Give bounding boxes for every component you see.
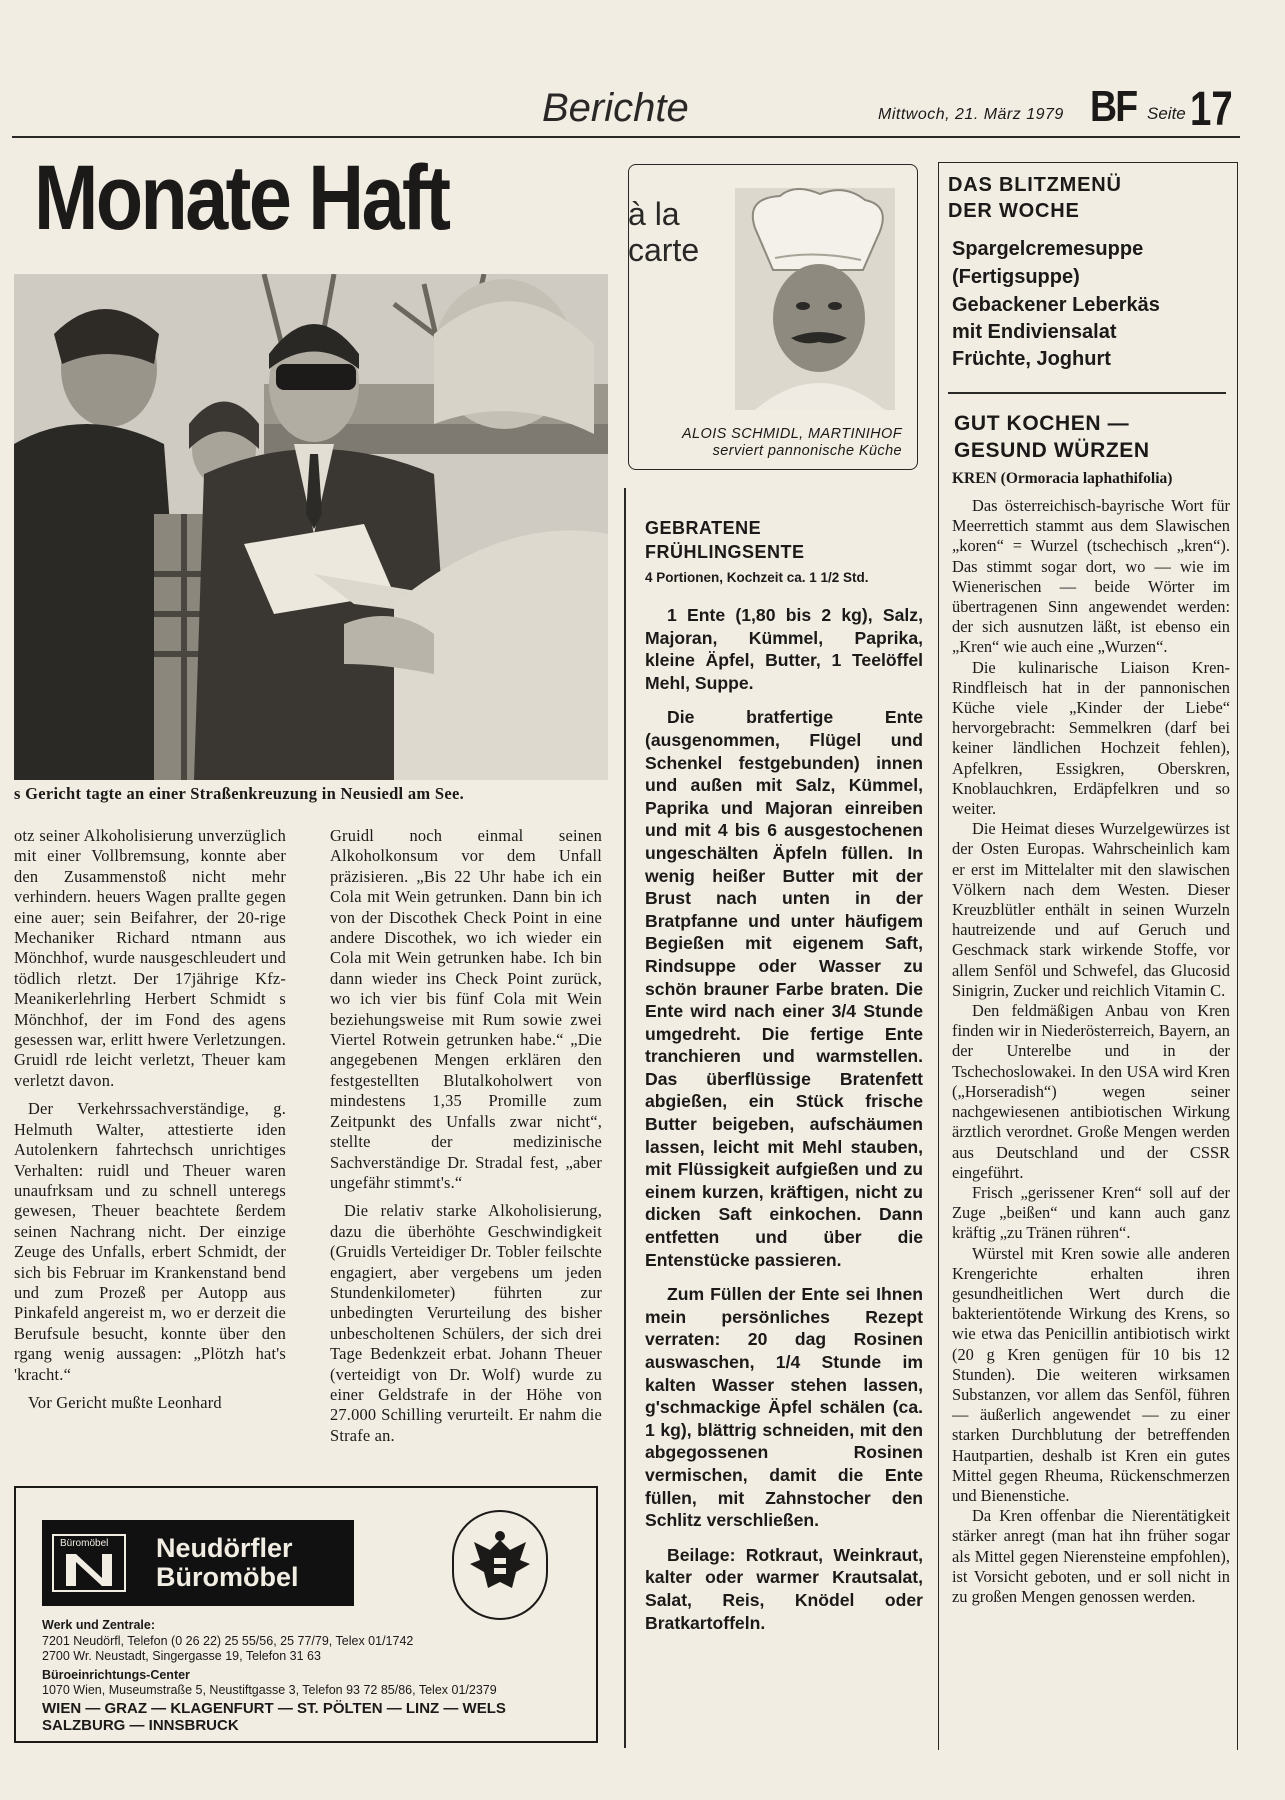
recipe-title [645, 516, 805, 564]
blitzmenu-item: Früchte, Joghurt [952, 348, 1111, 370]
blitzmenu-title-line: DER WOCHE [948, 200, 1080, 222]
article-paragraph: Vor Gericht mußte Leonhard [28, 1392, 222, 1412]
blitzmenu-item: mit Endiviensalat [952, 321, 1117, 343]
blitzmenu-item: (Fertigsuppe) [952, 266, 1080, 288]
blitzmenu-title-line: DAS BLITZMENÜ [948, 174, 1122, 196]
page-label: Seite [1147, 104, 1186, 123]
article-headline: Monate Haft [34, 147, 449, 249]
chef-caption [640, 426, 902, 460]
ad-logo-block [42, 1520, 354, 1606]
kochen-paragraph: Das österreichisch-bayrische Wort für Meerrettich stammt aus dem Slawischen „koren“ = Wurzel (tschechisch „kren“). Das stimmt sogar dort, wo — wie im Wienerischen — beide Wörter im übertragenen Sinn angewendet werden: der sich ausnutzen läßt, ist ebenso ein „Kren“ wie auch eine „Wurzen“. [952, 496, 1230, 657]
advertisement [14, 1486, 598, 1743]
chef-caption-line: ALOIS SCHMIDL, MARTINIHOF [681, 426, 902, 442]
recipe-title-line: GEBRATENE [645, 518, 762, 538]
article-paragraph: otz seiner Alkoholisierung unverzüglich mit einer Vollbremsung, konnte aber den Zusammenstoß nicht mehr verhindern. heuers Wagen prallte gegen eine auer; sein Beifahrer, der 20-rige Mechaniker Richard ntmann aus Mönchhof, wurde nausgeschleudert und tödlich rletzt. Der 17jährige Kfz-Meanikerlehrling Herbert Schmidt s Mönchhof, der im Fond des agens gesessen war, erlitt hwere Verletzungen. Gruidl rde leicht verletzt, Theuer kam verletzt davon. [14, 826, 286, 1090]
kochen-title-line: GUT KOCHEN — [954, 412, 1130, 435]
recipe-paragraph: Die bratfertige Ente (ausgenommen, Flügel und Schenkel festgebunden) innen und außen mit Salz, Kümmel, Paprika und Majoran einreiben und mit 4 bis 6 ausgestochenen ungeschälten Äpfeln füllen. In wenig heißer Butter mit der Brust nach unten in der Bratpfanne und unter häufigem Begießen mit eigenem Saft, Rindsuppe oder Wasser zu schön brauner Farbe braten. Die Ente wird nach einer 3/4 Stunde umgedreht. Die fertige Ente tranchieren und warmstellen. Das überflüssige Bratenfett abgießen, ein Stück frische Butter beigeben, aufschäumen lassen, leicht mit Mehl stauben, mit Flüssigkeit aufgießen und zu einem kurzen, kräftigen, nicht zu dicken Saft einkochen. Dann entfetten und über die Entenstücke passieren. [645, 707, 923, 1270]
kochen-paragraph: Die kulinarische Liaison Kren-Rindfleisch hat in der pannonischen Küche viele „Kinder der Liebe“ hervorgebracht: Semmelkren (darf bei keiner ländlichen Hochzeit fehlen), Apfelkren, Essigkren, Oberskren, Knoblauchkren, Erdäpfelkren und so weiter. [952, 657, 1230, 819]
kochen-title-line: GESUND WÜRZEN [954, 439, 1150, 462]
chef-photo [735, 188, 895, 410]
kochen-paragraph: Würstel mit Kren sowie alle anderen Krengerichte erhalten ihren gesundheitlichen Wert durch die bakterientötende Wirkung des Krens, so wie etwa das Penicillin antibiotisch wirkt (20 g Kren genügen für 10 bis 12 Stunden). Die weiteren wirksamen Substanzen, vor allem das Senföl, führen — äußerlich angewendet — zu einer starken Durchblutung der betreffenden Hautpartien, deshalb ist Kren ein gutes Mittel gegen Rheuma, Rückenschmerzen und Bienenstiche. [952, 1243, 1230, 1505]
ad-company-line: Büromöbel [156, 1562, 299, 1592]
ad-company-line: Neudörfler [156, 1533, 293, 1563]
ad-company-name [156, 1534, 299, 1592]
article-paragraph: Der Verkehrssachverständige, g. Helmuth Walter, attestierte iden Autolenkern fahrtechsch unrichtiges Verhalten: ruidl und Theuer waren unaufrksam und zu schnell unteregs gewesen, Theuer beachtete ßerdem seinen Nachrang nicht. Der einzige Zeuge des Unfalls, erbert Schmidt, der sich bis Februar im Krankenstand bend und zum Prozeß per Autopp aus Pinkafeld angereist m, wo er derzeit die Berufsule besucht, konnte über den rgang wenig aussagen: „Plötzh hat's 'kracht.“ [14, 1099, 286, 1384]
section-title: Berichte [542, 86, 689, 130]
court-photo-image [14, 274, 608, 780]
blitzmenu-item: Gebackener Leberkäs [952, 294, 1160, 316]
ad-cities: WIEN — GRAZ — KLAGENFURT — ST. PÖLTEN — LINZ — WELS [42, 1700, 506, 1717]
eagle-icon [454, 1512, 546, 1618]
ad-werk-line: 7201 Neudörfl, Telefon (0 26 22) 25 55/56, 25 77/79, Telex 01/1742 [42, 1634, 414, 1648]
recipe-subtitle: 4 Portionen, Kochzeit ca. 1 1/2 Std. [645, 570, 869, 585]
newspaper-logo: BF [1090, 82, 1137, 131]
recipe-ingredients: 1 Ente (1,80 bis 2 kg), Salz, Majoran, Kümmel, Paprika, kleine Äpfel, Butter, 1 Teelöffel Mehl, Suppe. [645, 605, 923, 693]
ad-cities: SALZBURG — INNSBRUCK [42, 1717, 239, 1734]
kochen-title [954, 410, 1150, 464]
kochen-subtitle: KREN (Ormoracia laphathifolia) [952, 470, 1173, 487]
court-photo [14, 274, 608, 780]
kochen-paragraph: Frisch „gerissener Kren“ soll auf der Zuge „beißen“ und kann auch ganz kräftig „zu Tränen rühren“. [952, 1182, 1230, 1243]
kochen-body [952, 496, 1230, 1607]
alacarte-title [628, 196, 699, 268]
ad-werk-line: 2700 Wr. Neustadt, Singergasse 19, Telefon 31 63 [42, 1649, 321, 1663]
kochen-paragraph: Da Kren offenbar die Nierentätigkeit stärker anregt (man hat ihn früher sogar als Mittel gegen Nierensteine empfohlen), ist Vorsicht geboten, und er soll nicht in zu großen Mengen genossen werden. [952, 1506, 1230, 1606]
recipe-body [645, 604, 923, 1634]
chef-photo-image [735, 188, 895, 410]
recipe-title-line: FRÜHLINGSENTE [645, 542, 805, 562]
page-number: 17 [1190, 83, 1233, 136]
kochen-paragraph: Den feldmäßigen Anbau von Kren finden wir in Niederösterreich, Bayern, an der Unterelbe und in der Tschechoslowakei. In den USA wird Kren („Horseradish“) wegen seiner nachgewiesenen antibiotischen Wirkung ärztlich verordnet. Große Mengen werden aus Deutschland und der CSSR eingeführt. [952, 1001, 1230, 1182]
article-column-2 [330, 826, 602, 1446]
ad-center-line: 1070 Wien, Museumstraße 5, Neustiftgasse 3, Telefon 93 72 85/86, Telex 01/2379 [42, 1683, 497, 1697]
state-seal-icon [452, 1510, 548, 1620]
ad-werk-label: Werk und Zentrale: [42, 1618, 155, 1632]
photo-caption: s Gericht tagte an einer Straßenkreuzung in Neusiedl am See. [14, 784, 465, 803]
article-paragraph: Gruidl noch einmal seinen Alkoholkonsum vor dem Unfall präzisieren. „Bis 22 Uhr habe ich ein Cola mit Wein getrunken. Dann bin ich von der Discothek Check Point in eine andere Discothek, wo ich wieder ein Cola mit Wein getrunken habe. Ich bin dann wieder ins Check Point zurück, wo ich vier bis fünf Cola mit Wein beziehungsweise mit Rum sowie zwei Viertel Rotwein getrunken habe.“ „Die angegebenen Mengen erklären den festgestellten Blutalkoholwert von mindestens 1,35 Promille zum Zeitpunkt des Unfalls zwar nicht“, stellte der medizinische Sachverständige Dr. Stradal fest, „aber ungefähr stimmt's.“ [330, 826, 602, 1192]
blitzmenu-title [948, 172, 1122, 224]
kochen-paragraph: Die Heimat dieses Wurzelgewürzes ist der Osten Europas. Wahrscheinlich kam er erst im Mittelalter mit den slawischen Völkern nach dem Westen. Dieser Kreuzblütler enthält in seinen Wurzeln hautreizende und auf Geruch und Geschmack stark wirkende Stoffe, vor allem Senföl und Schwefel, das Glucosid Sinigrin, Zucker und reichlich Vitamin C. [952, 819, 1230, 1000]
article-column-1 [14, 826, 286, 1413]
alacarte-title-line: à la [628, 196, 680, 232]
article-paragraph: Die relativ starke Alkoholisierung, dazu die überhöhte Geschwindigkeit (Gruidls Verteidiger Dr. Tobler feilschte engagiert, aber vergebens um jeden Stundenkilometer) führten zur unbedingten Verurteilung des bisher unbescholtenen Schülers, der sich drei Tage Bedenkzeit erbat. Johann Theuer (verteidigt von Dr. Wolf) wurde zu einer Geldstrafe in der Höhe von 27.000 Schilling verurteilt. Er nahm die Strafe an. [330, 1201, 602, 1445]
recipe-paragraph: Zum Füllen der Ente sei Ihnen mein persönliches Rezept verraten: 20 dag Rosinen auswaschen, 1/4 Stunde im kalten Wasser stehen lassen, g'schmackige Äpfel schälen (ca. 1 kg), blättrig schneiden, mit den abgegossenen Rosinen vermischen, damit die Ente füllen, mit Zahnstocher den Schlitz verschließen. [645, 1284, 923, 1531]
column-rule [624, 488, 626, 1748]
ad-center-label: Büroeinrichtungs-Center [42, 1668, 190, 1682]
ad-logo-small-text: Büromöbel [60, 1538, 109, 1549]
blitzmenu-item: Spargelcremesuppe [952, 238, 1144, 260]
alacarte-title-line: carte [628, 232, 700, 268]
section-divider [948, 392, 1226, 394]
n-letter-icon [64, 1552, 114, 1588]
recipe-paragraph: Beilage: Rotkraut, Weinkraut, kalter oder warmer Krautsalat, Salat, Reis, Knödel oder Bratkartoffeln. [645, 1544, 923, 1633]
issue-date: Mittwoch, 21. März 1979 [878, 106, 1064, 123]
n-logo-icon [52, 1534, 126, 1592]
header-rule [12, 136, 1240, 138]
chef-caption-line: serviert pannonische Küche [712, 443, 902, 459]
